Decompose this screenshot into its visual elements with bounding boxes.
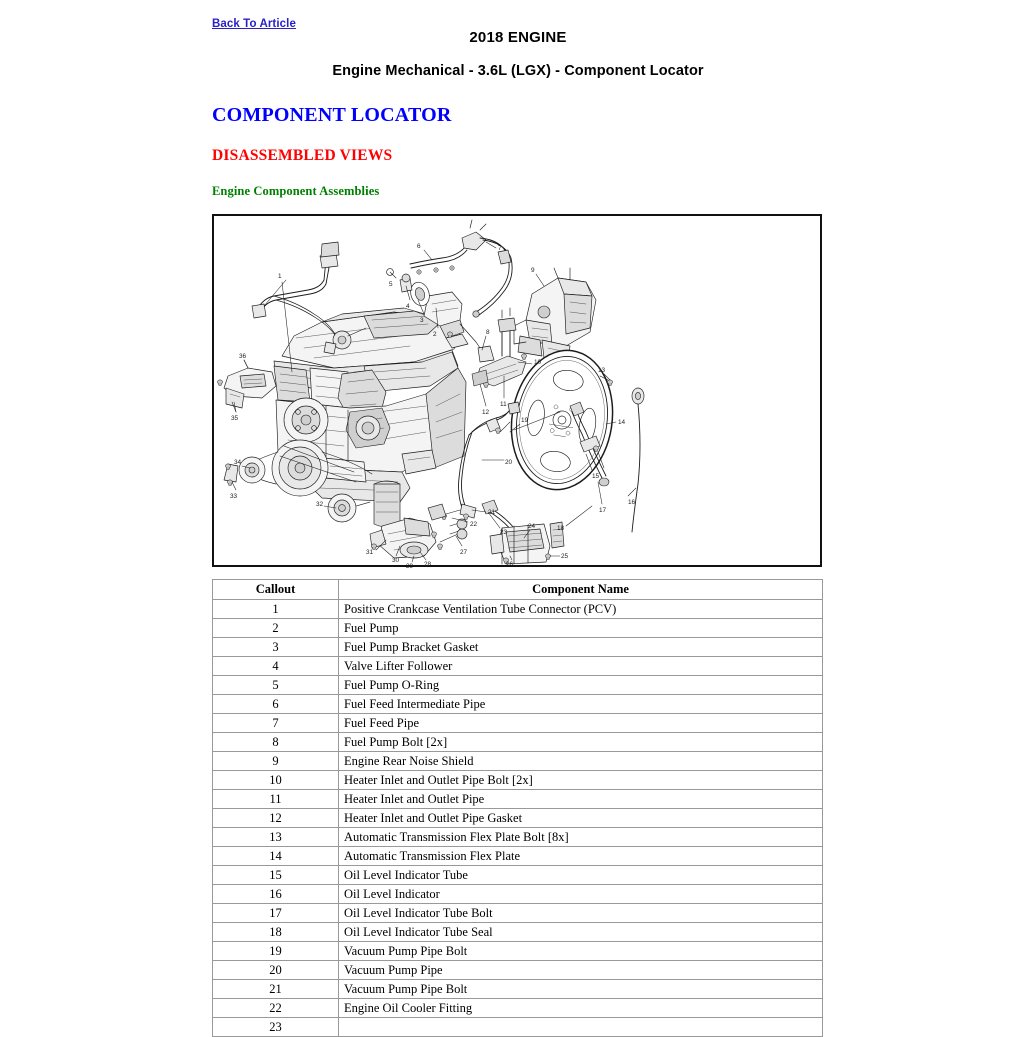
cell-component-name: Oil Level Indicator Tube Bolt [339,904,823,923]
cell-component-name: Fuel Feed Intermediate Pipe [339,695,823,714]
cell-callout: 22 [213,999,339,1018]
svg-text:5: 5 [389,281,393,288]
svg-text:34: 34 [234,459,242,466]
svg-text:10: 10 [534,359,542,366]
page-content [212,0,824,1037]
cell-component-name: Positive Crankcase Ventilation Tube Connector (PCV) [339,600,823,619]
svg-text:13: 13 [598,367,606,374]
component-list-table [212,579,823,1037]
engine-exploded-diagram [214,216,820,570]
svg-text:8: 8 [486,329,490,336]
cell-callout: 18 [213,923,339,942]
svg-text:32: 32 [316,501,324,508]
svg-text:35: 35 [231,415,239,422]
back-to-article-link[interactable]: Back To Article [212,18,296,30]
cell-callout: 13 [213,828,339,847]
cell-callout: 6 [213,695,339,714]
cell-callout: 21 [213,980,339,999]
svg-text:18: 18 [557,525,565,532]
heading-component-locator: COMPONENT LOCATOR [212,104,452,126]
svg-text:4: 4 [406,303,410,310]
table-body [213,600,823,1037]
cell-callout: 17 [213,904,339,923]
heading-engine-component-assemblies: Engine Component Assemblies [212,184,380,198]
table-row [213,676,823,695]
svg-text:7: 7 [498,245,502,252]
oil-filter [374,481,400,527]
table-row [213,790,823,809]
cell-callout: 20 [213,961,339,980]
table-row [213,942,823,961]
table-row [213,885,823,904]
svg-text:22: 22 [470,521,478,528]
svg-text:9: 9 [531,267,535,274]
cell-component-name: Oil Level Indicator [339,885,823,904]
document-subtitle: Engine Mechanical - 3.6L (LGX) - Component Locator [332,63,704,79]
cell-component-name: Vacuum Pump Pipe Bolt [339,942,823,961]
cell-component-name: Fuel Feed Pipe [339,714,823,733]
cell-callout: 15 [213,866,339,885]
svg-text:14: 14 [618,419,626,426]
svg-text:23: 23 [500,529,508,536]
cell-callout: 12 [213,809,339,828]
svg-text:12: 12 [482,409,490,416]
svg-text:17: 17 [599,507,607,514]
cell-component-name: Automatic Transmission Flex Plate [339,847,823,866]
svg-text:24: 24 [528,523,536,530]
cell-callout: 11 [213,790,339,809]
column-header-component-name: Component Name [339,580,823,600]
cell-callout: 16 [213,885,339,904]
table-row [213,809,823,828]
svg-text:30: 30 [392,557,400,564]
column-header-callout: Callout [213,580,339,600]
engine-diagram-figure [212,214,822,570]
cell-component-name: Automatic Transmission Flex Plate Bolt [8x] [339,828,823,847]
cell-component-name: Oil Level Indicator Tube Seal [339,923,823,942]
cell-component-name: Fuel Pump O-Ring [339,676,823,695]
svg-text:11: 11 [500,401,507,408]
cell-callout: 1 [213,600,339,619]
svg-text:6: 6 [417,243,421,250]
table-header-row [213,580,823,600]
table-row [213,752,823,771]
table-row [213,866,823,885]
cell-component-name: Heater Inlet and Outlet Pipe [339,790,823,809]
cell-component-name: Heater Inlet and Outlet Pipe Gasket [339,809,823,828]
svg-text:25: 25 [561,553,569,560]
cell-component-name: Vacuum Pump Pipe Bolt [339,980,823,999]
svg-text:19: 19 [521,417,529,424]
cell-component-name [339,1018,823,1037]
svg-text:26: 26 [506,561,514,568]
svg-text:31: 31 [366,549,374,556]
cell-callout: 2 [213,619,339,638]
cell-component-name: Engine Rear Noise Shield [339,752,823,771]
cell-callout: 7 [213,714,339,733]
svg-text:20: 20 [505,459,513,466]
svg-text:29: 29 [406,563,414,570]
cell-component-name: Fuel Pump Bracket Gasket [339,638,823,657]
table-row [213,771,823,790]
back-link-row [212,0,824,32]
cell-callout: 3 [213,638,339,657]
cell-callout: 9 [213,752,339,771]
table-row [213,1018,823,1037]
svg-text:28: 28 [424,561,432,568]
svg-text:36: 36 [239,353,247,360]
svg-text:1: 1 [278,273,282,280]
cell-component-name: Fuel Pump [339,619,823,638]
cell-callout: 4 [213,657,339,676]
table-row [213,714,823,733]
cell-callout: 8 [213,733,339,752]
table-row [213,828,823,847]
table-row [213,923,823,942]
cell-callout: 5 [213,676,339,695]
svg-text:21: 21 [488,509,496,516]
cell-component-name: Valve Lifter Follower [339,657,823,676]
table-row [213,657,823,676]
cell-callout: 14 [213,847,339,866]
svg-text:16: 16 [628,499,636,506]
svg-text:3: 3 [420,317,424,324]
cell-component-name: Oil Level Indicator Tube [339,866,823,885]
svg-text:15: 15 [592,473,600,480]
document-title: 2018 ENGINE [469,29,567,46]
table-row [213,999,823,1018]
cell-component-name: Heater Inlet and Outlet Pipe Bolt [2x] [339,771,823,790]
cell-component-name: Fuel Pump Bolt [2x] [339,733,823,752]
svg-text:33: 33 [230,493,238,500]
cell-component-name: Engine Oil Cooler Fitting [339,999,823,1018]
table-row [213,904,823,923]
table-row [213,600,823,619]
svg-text:2: 2 [433,331,437,338]
table-row [213,980,823,999]
table-row [213,695,823,714]
cell-callout: 10 [213,771,339,790]
table-row [213,638,823,657]
table-row [213,847,823,866]
table-row [213,961,823,980]
cell-callout: 19 [213,942,339,961]
table-row [213,733,823,752]
heading-disassembled-views: DISASSEMBLED VIEWS [212,147,393,164]
table-row [213,619,823,638]
cell-callout: 23 [213,1018,339,1037]
svg-text:27: 27 [460,549,468,556]
cell-component-name: Vacuum Pump Pipe [339,961,823,980]
